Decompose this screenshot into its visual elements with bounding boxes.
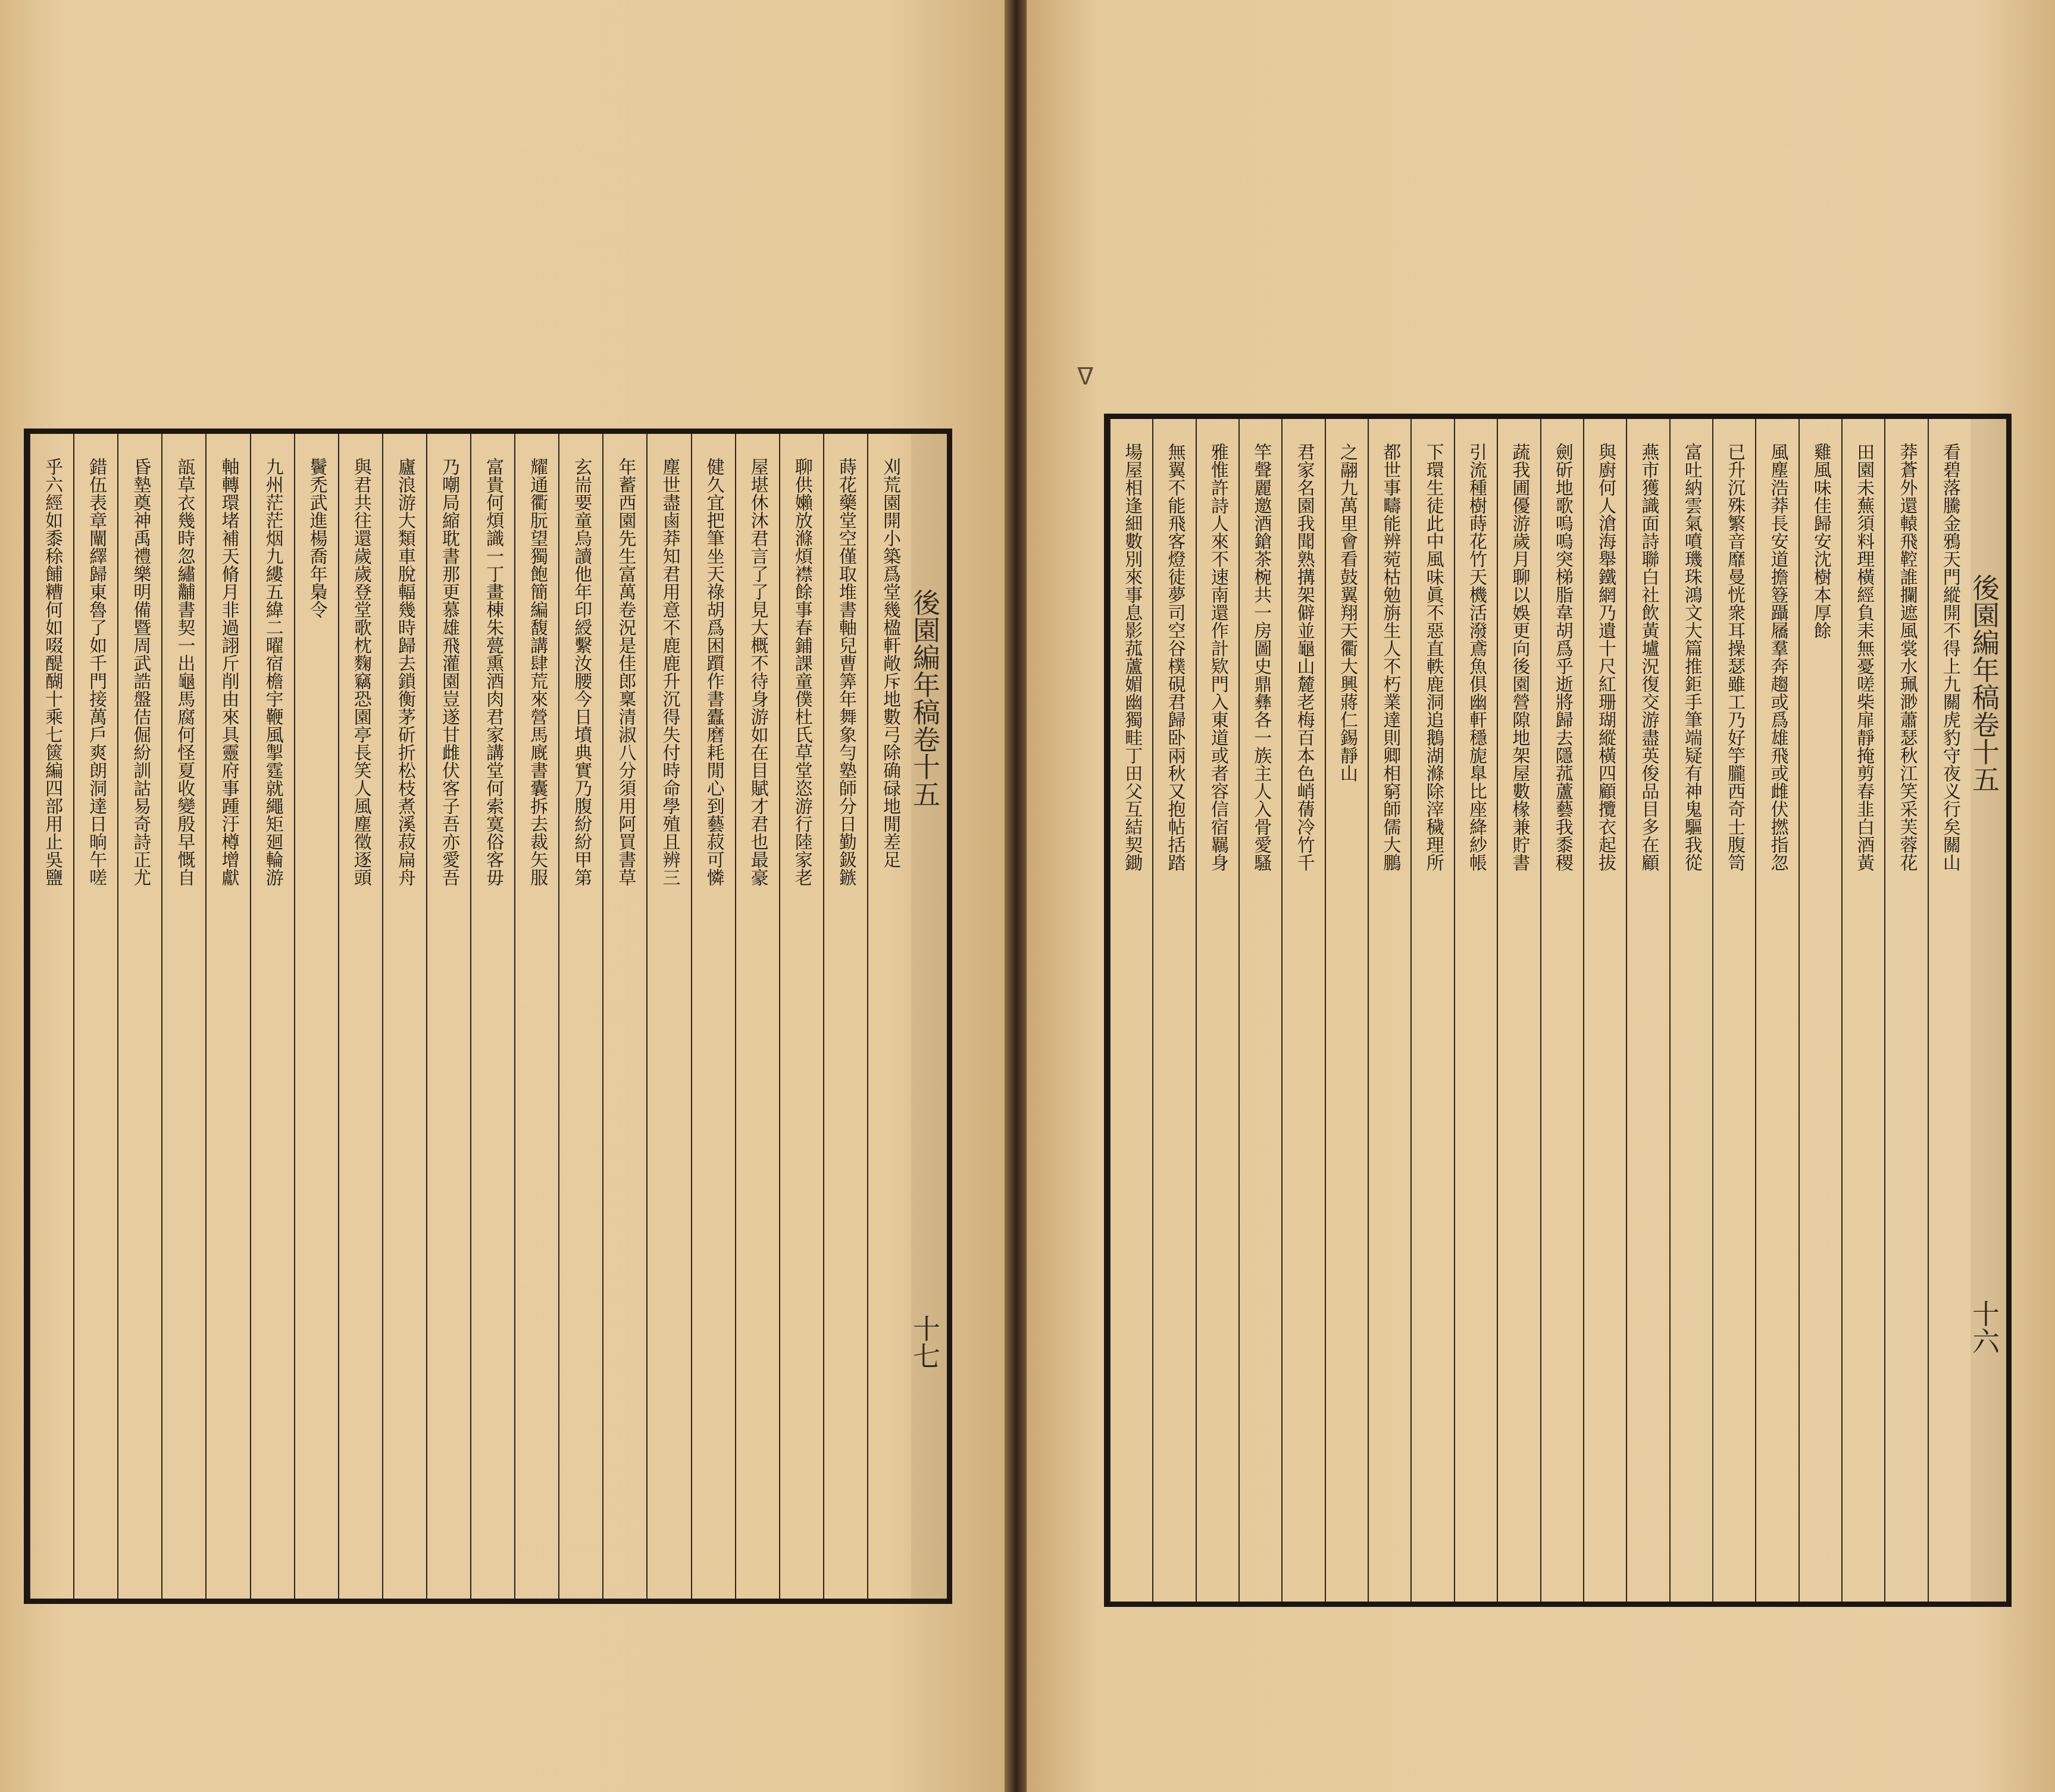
right-column-text: 無翼不能飛客燈徒夢司空谷樸硯君歸卧兩秋又抱帖括踏 bbox=[1164, 443, 1186, 871]
right-column-text: 蔬我圃優游歲月聊以娛更向後園營隙地架屋數椽兼貯書 bbox=[1509, 443, 1530, 871]
left-column-text: 塵世盡鹵莽知君用意不鹿鹿升沉得失付時命學殖且辨三 bbox=[659, 458, 680, 886]
right-page bbox=[1027, 0, 2055, 1792]
left-column-text: 瓿草衣幾時忽繡黼書契一出龜馬腐何怪夏收變殷早慨自 bbox=[174, 458, 195, 886]
left-column-text: 健久宜把筆坐天祿胡爲困躓作書蠹磨耗閒心到藝菽可憐 bbox=[703, 458, 724, 886]
right-column-text: 與廚何人滄海舉鐵網乃遺十尺紅珊瑚縱橫四顧攬衣起拔 bbox=[1595, 443, 1616, 871]
right-text-frame bbox=[1104, 414, 2012, 1607]
left-banxin-title: 後園編年稿卷十五 bbox=[909, 589, 941, 808]
left-column-text: 年蓄西園先生富萬卷況是佳郎稟清淑八分須用阿買書草 bbox=[615, 458, 636, 886]
right-column-text: 都世事疇能辨菀枯勉旃生人不朽業達則卿相窮師儒大鵬 bbox=[1380, 443, 1401, 871]
right-column-text: 風塵浩莽長安道擔簦躡屩羣奔趨或爲雄飛或雌伏撚指忽 bbox=[1767, 443, 1788, 871]
right-column-text: 引流種樹蒔花竹天機活潑鳶魚俱幽軒穩旎臯比座絳紗帳 bbox=[1465, 443, 1487, 871]
left-column-text: 乃嘲局縮耽書那更慕雄飛灌園豈遂甘雌伏客子吾亦愛吾 bbox=[438, 458, 459, 886]
left-column-text: 軸轉環堵補天脩月非過詡斤削由來具靈府事踵汙樽增獻 bbox=[218, 458, 239, 886]
right-column-text: 田園未蕪須料理橫經負耒無憂嗟柴扉靜掩剪春韭白酒黃 bbox=[1853, 443, 1875, 871]
right-column-text: 君家名園我聞熟搆架僻並龜山麓老梅百本色峭蒨冷竹千 bbox=[1293, 443, 1315, 871]
left-column-text: 錯伍表章闡繹歸東魯了如千門接萬戶爽朗洞達日晌午嗟 bbox=[86, 458, 107, 886]
left-column-text: 聊供嬾放滌煩襟餘事春鋪課童僕杜氏草堂恣游行陸家老 bbox=[791, 458, 812, 886]
left-column bbox=[29, 434, 73, 1599]
page-corner-mark: ᐁ bbox=[1077, 363, 1094, 390]
right-column-text: 富吐納雲氣噴璣珠鴻文大篇推鉅手筆端疑有神鬼驅我從 bbox=[1681, 443, 1702, 871]
left-column-text: 屋堪休沐君言了了見大概不待身游如在目賦才君也最豪 bbox=[747, 458, 768, 886]
right-column-text: 燕市獲識面詩聯白社飲黃壚況復交游盡英俊品目多在顧 bbox=[1638, 443, 1659, 871]
right-column-text: 劍斫地歌嗚嗚突梯脂韋胡爲乎逝將歸去隱菰蘆藝我黍稷 bbox=[1552, 443, 1573, 871]
right-column-text: 之翮九萬里會看鼓翼翔天衢大興蔣仁錫靜山 bbox=[1336, 443, 1358, 782]
right-banxin-title: 後園編年稿卷十五 bbox=[1968, 574, 2000, 793]
right-column bbox=[1109, 419, 1152, 1602]
right-column-text: 已升沉殊繁音靡曼恍衆耳操瑟雖工乃好竽朧西奇士腹笥 bbox=[1724, 443, 1746, 871]
right-column-text: 竿聲麗邀酒鎗茶椀共一房圖史鼎彝各一族主人入骨愛騷 bbox=[1250, 443, 1272, 871]
right-column-text: 雅惟許詩人來不速南還作計欵門入東道或者容信宿羈身 bbox=[1207, 443, 1228, 871]
left-column-text: 廬浪游大類車脫輻幾時歸去鎖衡茅斫折松枝煮溪菽扁舟 bbox=[394, 458, 415, 886]
right-column-text: 看碧落騰金鴉天門縱開不得上九關虎豹守夜义行矣關山 bbox=[1939, 443, 1960, 871]
right-folio: 十六 bbox=[1968, 1300, 2000, 1355]
left-column-text: 蒔花藥堂空僅取堆書軸兒曹筭年舞象勻塾師分日勤鈒鏃 bbox=[835, 458, 856, 886]
left-column-text: 昏墊奠神禹禮樂明備暨周武誥盤佶倔紛訓詁易奇詩正尤 bbox=[130, 458, 151, 886]
left-text-frame bbox=[24, 429, 952, 1604]
right-column-text: 場屋相逢細數別來事息影菰蘆媚幽獨畦丁田父互結契鋤 bbox=[1121, 443, 1143, 871]
left-column-text: 耀通衢朊望獨飽簡編馥講肆荒來營馬廐書囊拆去裁矢服 bbox=[527, 458, 548, 886]
right-column-text: 下環生徒此中風味眞不惡直軼鹿洞追鵝湖滌除滓穢理所 bbox=[1422, 443, 1444, 871]
left-folio: 十七 bbox=[909, 1315, 941, 1369]
left-column-text: 乎六經如黍稌餔糟何如啜醍醐十乘七篋編四部用止吳鹽 bbox=[42, 458, 63, 886]
left-column-text: 鬢禿武進楊喬年梟令 bbox=[306, 458, 327, 618]
left-page bbox=[0, 0, 1006, 1792]
book-gutter bbox=[1005, 0, 1028, 1792]
left-column-text: 刈荒園開小築爲堂幾楹軒敞斥地數弓除确碌地閒差足 bbox=[879, 458, 900, 868]
right-column-text: 莽蒼外還轅飛鞚誰攔遮風裳水珮渺蕭瑟秋江笑采芙蓉花 bbox=[1896, 443, 1918, 871]
left-column-text: 與君共往還歲歲登堂歌枕麴竊恐園亭長笑人風塵徵逐頭 bbox=[350, 458, 371, 886]
left-column-text: 玄耑要童烏讀他年印綬繫汝腰今日墳典實乃腹紛紛甲第 bbox=[571, 458, 592, 886]
left-column-text: 九州茫茫烟九縷五緯二曜宿檐宇鞭風掣霆就繩矩廻輪游 bbox=[262, 458, 283, 886]
right-column-text: 雞風味佳歸安沈樹本厚餘 bbox=[1810, 443, 1831, 639]
left-column-text: 富貴何煩識一丁畫棟朱甍熏酒肉君家講堂何索寞俗客毋 bbox=[483, 458, 504, 886]
